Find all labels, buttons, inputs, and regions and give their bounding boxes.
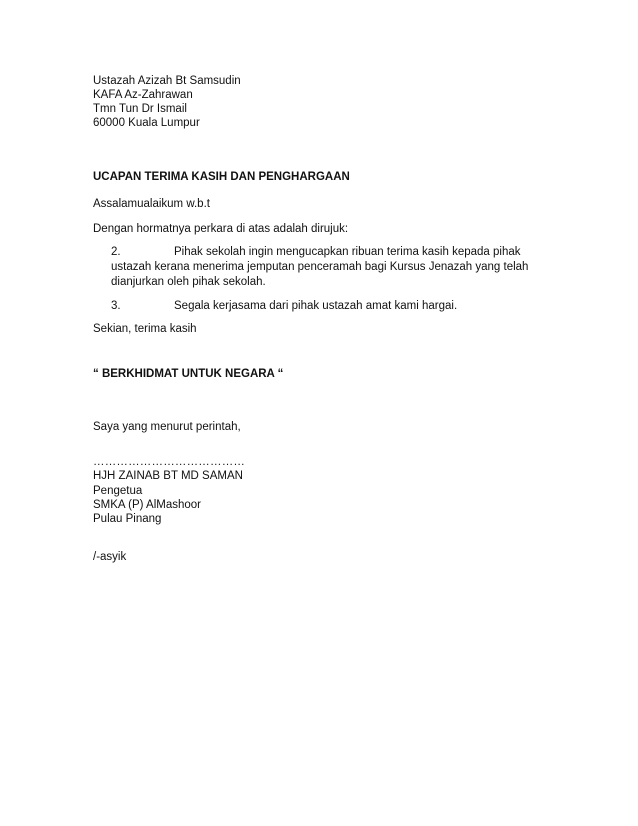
- signatory-school: SMKA (P) AlMashoor: [93, 499, 202, 511]
- signatory-name: HJH ZAINAB BT MD SAMAN: [93, 470, 243, 482]
- signatory-title: Pengetua: [93, 485, 143, 497]
- signatory-place: Pulau Pinang: [93, 513, 162, 525]
- initials: /-asyik: [93, 551, 127, 563]
- greeting: Assalamualaikum w.b.t: [93, 198, 210, 210]
- recipient-street: Tmn Tun Dr Ismail: [93, 103, 187, 115]
- item-2-number: 2.: [111, 246, 121, 258]
- recipient-org: KAFA Az-Zahrawan: [93, 89, 193, 101]
- reference-line: Dengan hormatnya perkara di atas adalah dirujuk:: [93, 223, 349, 235]
- item-2-line1: Pihak sekolah ingin mengucapkan ribuan terima kasih kepada pihak: [174, 246, 521, 258]
- motto: “ BERKHIDMAT UNTUK NEGARA “: [93, 368, 284, 380]
- item-3-line1: Segala kerjasama dari pihak ustazah amat kami hargai.: [174, 300, 458, 312]
- item-2-line2: ustazah kerana menerima jemputan penceramah bagi Kursus Jenazah yang telah: [111, 261, 529, 273]
- recipient-name: Ustazah Azizah Bt Samsudin: [93, 75, 241, 87]
- item-2-line3: dianjurkan oleh pihak sekolah.: [111, 276, 266, 288]
- sign-off: Saya yang menurut perintah,: [93, 421, 241, 433]
- letter-subject: UCAPAN TERIMA KASIH DAN PENGHARGAAN: [93, 171, 350, 183]
- recipient-city: 60000 Kuala Lumpur: [93, 117, 200, 129]
- signature-line: …………………………………: [93, 456, 246, 468]
- closing-line: Sekian, terima kasih: [93, 323, 197, 335]
- item-3-number: 3.: [111, 300, 121, 312]
